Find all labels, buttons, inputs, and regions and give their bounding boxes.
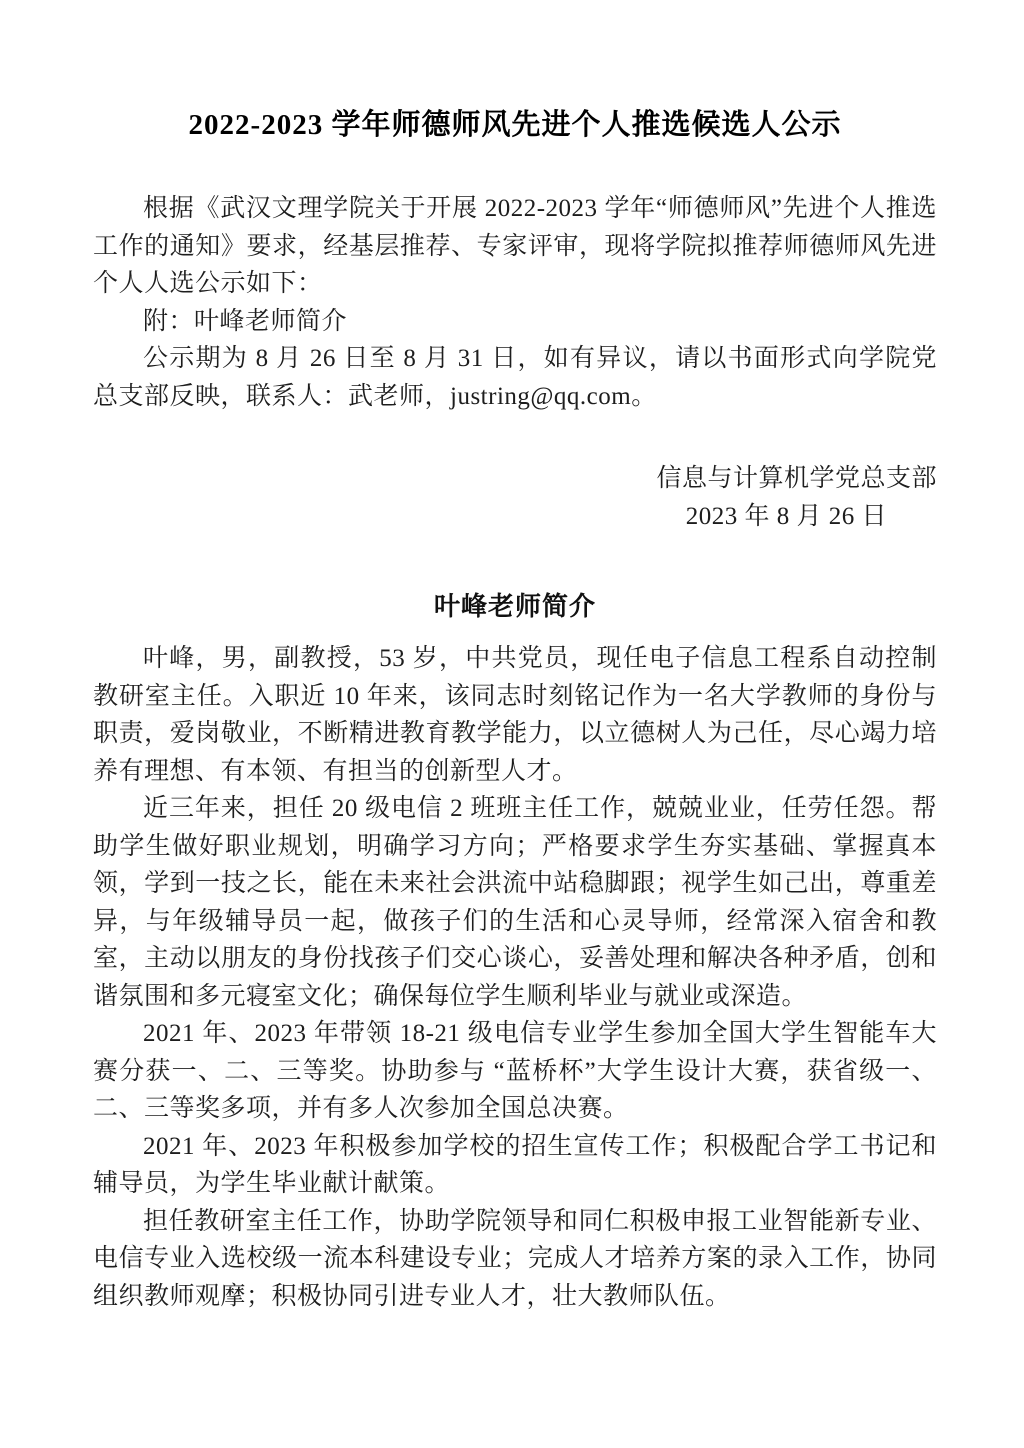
profile-heading: 叶峰老师简介 xyxy=(433,592,596,621)
profile-paragraph-1: 叶峰，男，副教授，53 岁，中共党员，现任电子信息工程系自动控制教研室主任。入职近 10 年来，该同志时刻铭记作为一名大学教师的身份与职责，爱岗敬业，不断精进教育教学能力，以立德树人为己任，尽心竭力培养有理想、有本领、有担当的创新型人才。 xyxy=(93,645,937,785)
attachment-note: 附：叶峰老师简介 xyxy=(143,307,348,335)
profile-paragraph-2: 近三年来，担任 20 级电信 2 班班主任工作，兢兢业业，任劳任怨。帮助学生做好职业规划，明确学习方向；严格要求学生夯实基础、掌握真本领，学到一技之长，能在未来社会洪流中站稳脚跟；视学生如己出，尊重差异，与年级辅导员一起，做孩子们的生活和心灵导师，经常深入宿舍和教室，主动以朋友的身份找孩子们交心谈心，妥善处理和解决各种矛盾，创和谐氛围和多元寝室文化；确保每位学生顺利毕业与就业或深造。 xyxy=(93,795,937,1010)
signature-block xyxy=(93,460,937,535)
intro-paragraph: 根据《武汉文理学院关于开展 2022-2023 学年“师德师风”先进个人推选工作的通知》要求，经基层推荐、专家评审，现将学院拟推荐师德师风先进个人人选公示如下： xyxy=(93,195,937,297)
signature-date: 2023 年 8 月 26 日 xyxy=(685,502,887,530)
profile-paragraph-3: 2021 年、2023 年带领 18-21 级电信专业学生参加全国大学生智能车大赛分获一、二、三等奖。协助参与 “蓝桥杯”大学生设计大赛，获省级一、二、三等奖多项，并有多人次参加全国总决赛。 xyxy=(93,1020,937,1122)
profile-paragraph-4: 2021 年、2023 年积极参加学校的招生宣传工作；积极配合学工书记和辅导员，为学生毕业献计献策。 xyxy=(93,1132,937,1197)
profile-paragraph-5: 担任教研室主任工作，协助学院领导和同仁积极申报工业智能新专业、电信专业入选校级一流本科建设专业；完成人才培养方案的录入工作，协同组织教师观摩；积极协同引进专业人才，壮大教师队伍。 xyxy=(93,1207,937,1310)
document-title: 2022-2023 学年师德师风先进个人推选候选人公示 xyxy=(188,109,842,141)
signature-organization: 信息与计算机学党总支部 xyxy=(656,465,937,492)
publicity-period-paragraph: 公示期为 8 月 26 日至 8 月 31 日，如有异议，请以书面形式向学院党总支部反映，联系人：武老师，justring@qq.com。 xyxy=(93,345,937,410)
